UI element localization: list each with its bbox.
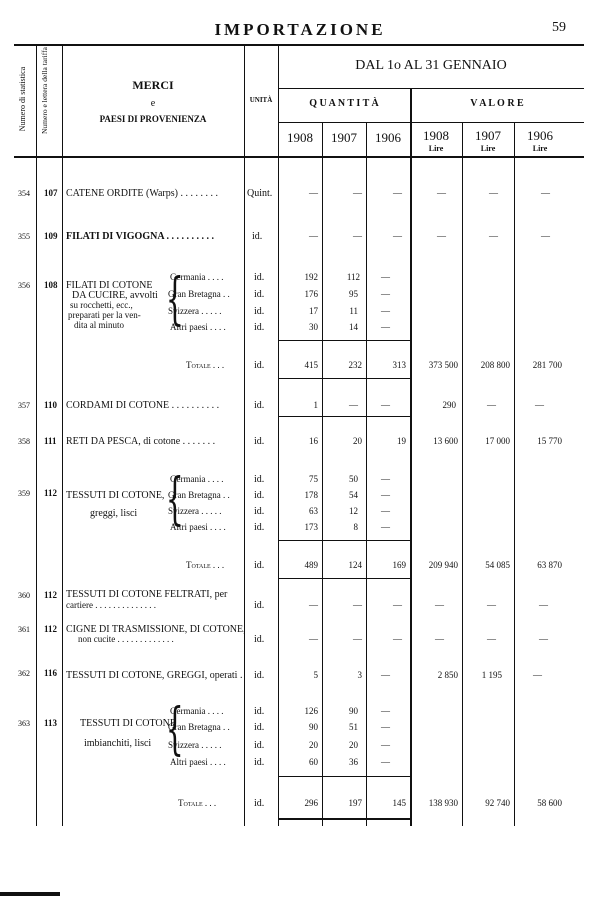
q1906: —	[381, 722, 390, 732]
row-unit: id.	[254, 722, 265, 733]
country-name: Germania . . . .	[170, 474, 224, 484]
q1908: 296	[304, 798, 318, 808]
q1907: —	[353, 634, 362, 644]
q1906: 145	[392, 798, 406, 808]
q1908: 5	[313, 670, 318, 680]
v1908: —	[435, 600, 444, 610]
row-unit: id.	[254, 436, 265, 447]
country-name: Gran Bretagna . .	[168, 490, 230, 500]
row-unit: id.	[254, 400, 265, 411]
scan-edge-mark	[0, 892, 60, 896]
col-line	[36, 46, 37, 826]
row-label: CATENE ORDITE (Warps) . . . . . . . .	[66, 188, 218, 199]
v1906: —	[533, 670, 542, 680]
header-top-rule	[14, 44, 584, 46]
q1907: —	[353, 188, 362, 198]
v1907: —	[487, 634, 496, 644]
header-bottom-rule	[14, 156, 584, 158]
stat-number: 358	[18, 437, 30, 446]
block-label-line: DA CUCIRE, avvolti	[72, 290, 158, 301]
v1906: —	[541, 188, 550, 198]
q1907: 20	[353, 436, 362, 446]
v1907: 208 800	[480, 360, 510, 370]
block-label-line: preparati per la ven-	[68, 310, 141, 320]
tariff-number: 109	[44, 231, 58, 241]
lire-label: Lire	[428, 144, 444, 153]
subtotal-rule	[278, 340, 410, 341]
q1908: —	[309, 634, 318, 644]
lire-label: Lire	[532, 144, 548, 153]
row-label-continued: non cucite . . . . . . . . . . . . .	[78, 634, 174, 644]
v1908: 2 850	[437, 670, 458, 680]
year-v1907: 1907	[475, 128, 501, 143]
subtotal-rule	[278, 776, 410, 777]
row-unit: id.	[254, 670, 265, 681]
q1907: 11	[349, 306, 358, 316]
q1907: 124	[348, 560, 362, 570]
q1906: —	[393, 231, 402, 241]
q1907: 36	[349, 757, 358, 767]
stat-number: 356	[18, 281, 30, 290]
row-unit: id.	[254, 490, 265, 501]
row-unit: id.	[254, 322, 265, 333]
page-number: 59	[552, 20, 566, 35]
total-rule	[278, 378, 410, 379]
block-label-line: FILATI DI COTONE	[66, 280, 153, 291]
v1907: 54 085	[485, 560, 510, 570]
v1907: 1 195	[481, 670, 502, 680]
q1906: —	[381, 670, 390, 680]
row-unit: id.	[254, 306, 265, 317]
v1906: 281 700	[532, 360, 562, 370]
q1907: 12	[349, 506, 358, 516]
q1907: 20	[349, 740, 358, 750]
v1908: 290	[442, 400, 456, 410]
country-name: Altri paesi . . . .	[170, 322, 226, 332]
col-line	[410, 88, 412, 826]
country-name: Altri paesi . . . .	[170, 757, 226, 767]
v1908: 13 600	[433, 436, 458, 446]
row-unit: id.	[254, 474, 265, 485]
stat-number: 359	[18, 489, 30, 498]
v1906: —	[535, 400, 544, 410]
q1908: 63	[309, 506, 318, 516]
q1906: —	[393, 600, 402, 610]
tariff-number: 113	[44, 718, 58, 728]
brace: {	[165, 697, 184, 762]
stat-number: 354	[18, 189, 30, 198]
brace: {	[165, 467, 184, 532]
q1906: —	[381, 306, 390, 316]
country-name: Svizzera . . . . .	[168, 506, 222, 516]
q1907: 197	[348, 798, 362, 808]
q1907: 232	[348, 360, 362, 370]
q1908: 60	[309, 757, 318, 767]
q1907: 3	[357, 670, 362, 680]
tariff-number: 116	[44, 668, 58, 678]
q1907: 54	[349, 490, 358, 500]
valore-header: V A L O R E	[470, 98, 524, 109]
unita-header: UNITÀ	[249, 96, 273, 104]
row-unit: id.	[254, 272, 265, 283]
row-label: RETI DA PESCA, di cotone . . . . . . .	[66, 436, 216, 447]
q1907: 90	[349, 706, 358, 716]
v1907: 92 740	[485, 798, 510, 808]
q1908: —	[309, 600, 318, 610]
q1908: 16	[309, 436, 318, 446]
brace: {	[165, 267, 184, 332]
page-title: IMPORTAZIONE	[214, 20, 386, 39]
q1908: —	[309, 188, 318, 198]
quantita-header: Q U A N T I T À	[309, 98, 379, 109]
q1908: 415	[304, 360, 318, 370]
col-line	[462, 122, 463, 826]
q1907: —	[349, 400, 358, 410]
row-label: CIGNE DI TRASMISSIONE, DI COTONE,	[66, 624, 246, 635]
q1907: 14	[349, 322, 358, 332]
tariff-number: 112	[44, 590, 58, 600]
country-name: Gran Bretagna . .	[168, 722, 230, 732]
row-unit: id.	[254, 798, 265, 809]
row-unit: id.	[252, 231, 263, 242]
row-label: TESSUTI DI COTONE, GREGGI, operati .	[66, 670, 243, 681]
row-unit: id.	[254, 600, 265, 611]
q1906: —	[381, 757, 390, 767]
q1908: 30	[309, 322, 318, 332]
q1908: 173	[304, 522, 318, 532]
tariff-number: 112	[44, 488, 58, 498]
country-name: Gran Bretagna . .	[168, 289, 230, 299]
row-unit: id.	[254, 634, 265, 645]
block-label-line: su rocchetti, ecc.,	[70, 300, 133, 310]
q1906: —	[381, 522, 390, 532]
v1907: —	[489, 231, 498, 241]
row-unit: id.	[254, 289, 265, 300]
years-rule	[278, 122, 584, 123]
stat-number: 361	[18, 625, 30, 634]
year-q1908: 1908	[287, 130, 313, 145]
block-label-line: greggi, lisci	[90, 508, 138, 519]
q1907: 8	[353, 522, 358, 532]
stat-number: 360	[18, 591, 30, 600]
v1906: 15 770	[537, 436, 562, 446]
row-unit: Quint.	[247, 188, 273, 199]
stat-number: 355	[18, 232, 30, 241]
q1906: —	[381, 706, 390, 716]
year-v1906: 1906	[527, 128, 553, 143]
year-q1907: 1907	[331, 130, 357, 145]
v1908: 373 500	[428, 360, 458, 370]
stat-number: 362	[18, 669, 30, 678]
tariff-number: 112	[44, 624, 58, 634]
q1906: —	[393, 188, 402, 198]
q1907: —	[353, 231, 362, 241]
v1906: —	[541, 231, 550, 241]
row-unit: id.	[254, 522, 265, 533]
lire-label: Lire	[480, 144, 496, 153]
q1908: 489	[304, 560, 318, 570]
stat-number: 357	[18, 401, 30, 410]
e-header: e	[150, 98, 156, 109]
v1907: —	[489, 188, 498, 198]
col-line	[514, 122, 515, 826]
row-unit: id.	[254, 706, 265, 717]
q1908: 126	[304, 706, 318, 716]
q1908: 20	[309, 740, 318, 750]
country-name: Germania . . . .	[170, 272, 224, 282]
col-line	[62, 46, 63, 826]
block-label-line: TESSUTI DI COTONE,	[66, 490, 165, 501]
v1906: 63 870	[537, 560, 562, 570]
q1908: 178	[304, 490, 318, 500]
v1906: 58 600	[537, 798, 562, 808]
row-unit: id.	[254, 740, 265, 751]
q1906: 169	[392, 560, 406, 570]
block-label-line: dita al minuto	[74, 320, 124, 330]
country-name: Svizzera . . . . .	[168, 740, 222, 750]
v1908: —	[437, 231, 446, 241]
v1908: 138 930	[428, 798, 458, 808]
q1908: —	[309, 231, 318, 241]
total-rule	[278, 578, 410, 579]
country-name: Germania . . . .	[170, 706, 224, 716]
row-unit: id.	[254, 560, 265, 571]
subtotal-rule	[278, 540, 410, 541]
q1908: 75	[309, 474, 318, 484]
q1907: —	[353, 600, 362, 610]
q1906: —	[381, 490, 390, 500]
merci-header: MERCI	[132, 78, 174, 92]
tariff-number-header: Numero e lettera della tariffa	[40, 47, 49, 134]
q1906: —	[381, 506, 390, 516]
tariff-number: 110	[44, 400, 58, 410]
q1907: 50	[349, 474, 358, 484]
q1908: 90	[309, 722, 318, 732]
tariff-number: 111	[44, 436, 57, 446]
tariff-number: 107	[44, 188, 58, 198]
q1906: —	[381, 289, 390, 299]
period-header: DAL 1o AL 31 GENNAIO	[355, 58, 507, 73]
q1906: —	[381, 400, 390, 410]
total-label: Totale . . .	[186, 560, 225, 570]
block-label-line: imbianchiti, lisci	[84, 738, 152, 749]
year-q1906: 1906	[375, 130, 401, 145]
row-rule	[278, 416, 410, 417]
total-label: Totale . . .	[186, 360, 225, 370]
final-rule	[278, 818, 410, 820]
v1907: —	[487, 600, 496, 610]
q1907: 51	[349, 722, 358, 732]
row-unit: id.	[254, 757, 265, 768]
q1908: 1	[313, 400, 318, 410]
col-line	[244, 46, 245, 826]
year-v1908: 1908	[423, 128, 449, 143]
stat-number-header: Numero di statistica	[18, 66, 27, 132]
v1907: —	[487, 400, 496, 410]
q1908: 17	[309, 306, 318, 316]
q1907: 95	[349, 289, 358, 299]
row-label: FILATI DI VIGOGNA . . . . . . . . . .	[66, 231, 214, 242]
q1906: —	[393, 634, 402, 644]
v1908: —	[437, 188, 446, 198]
q1906: —	[381, 322, 390, 332]
row-unit: id.	[254, 506, 265, 517]
row-label-continued: cartiere . . . . . . . . . . . . . .	[66, 600, 156, 610]
country-name: Altri paesi . . . .	[170, 522, 226, 532]
stat-number: 363	[18, 719, 30, 728]
q1907: 112	[346, 272, 360, 282]
q1906: 313	[392, 360, 406, 370]
v1908: —	[435, 634, 444, 644]
q1908: 192	[304, 272, 318, 282]
country-name: Svizzera . . . . .	[168, 306, 222, 316]
v1906: —	[539, 600, 548, 610]
v1907: 17 000	[485, 436, 510, 446]
paesi-header: PAESI DI PROVENIENZA	[99, 114, 207, 124]
row-label: CORDAMI DI COTONE . . . . . . . . . .	[66, 400, 220, 411]
row-label: TESSUTI DI COTONE FELTRATI, per	[66, 589, 228, 600]
q1906: —	[381, 740, 390, 750]
v1906: —	[539, 634, 548, 644]
q1908: 176	[304, 289, 318, 299]
q1906: 19	[397, 436, 406, 446]
q1906: —	[381, 474, 390, 484]
period-rule	[278, 88, 584, 89]
v1908: 209 940	[428, 560, 458, 570]
total-label: Totale . . .	[178, 798, 217, 808]
row-unit: id.	[254, 360, 265, 371]
q1906: —	[381, 272, 390, 282]
block-label-line: TESSUTI DI COTONE	[80, 718, 176, 729]
tariff-number: 108	[44, 280, 58, 290]
